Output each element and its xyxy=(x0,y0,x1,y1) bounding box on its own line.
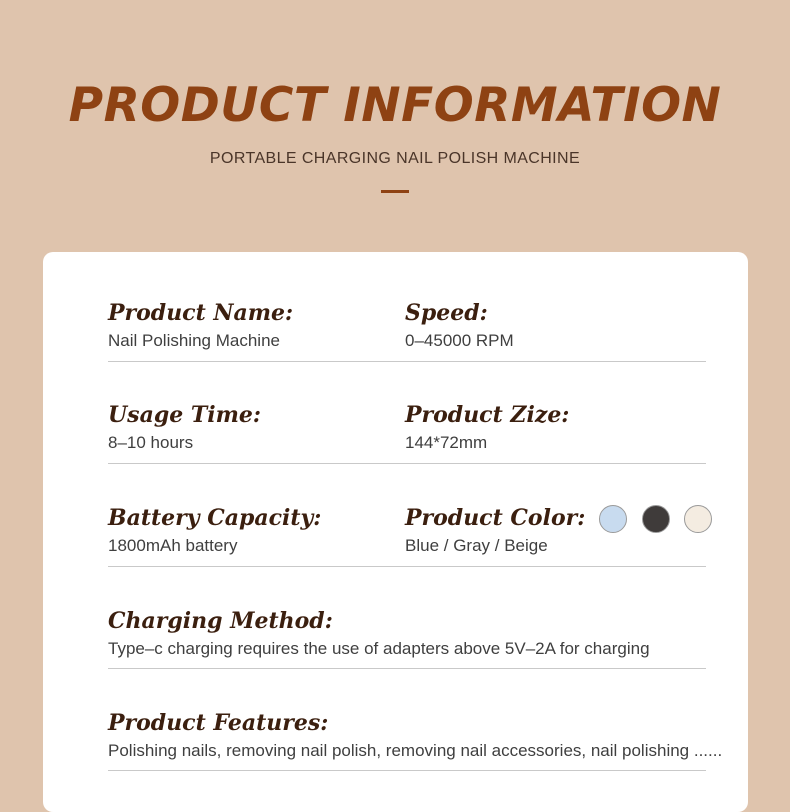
spec-product-name xyxy=(108,300,293,351)
spec-label: Charging Method: xyxy=(108,608,333,634)
spec-value: Polishing nails, removing nail polish, removing nail accessories, nail polishing ...... xyxy=(108,741,723,760)
spec-label: Battery Capacity: xyxy=(108,505,322,531)
spec-speed xyxy=(405,300,514,351)
spec-card xyxy=(43,252,748,812)
spec-battery-capacity xyxy=(108,505,321,556)
spec-row-2 xyxy=(108,402,706,464)
spec-label: Product Zize: xyxy=(405,402,570,428)
title-accent-divider xyxy=(381,190,409,193)
color-swatch-blue xyxy=(599,505,627,533)
spec-label xyxy=(405,505,719,533)
color-swatches xyxy=(599,505,719,533)
spec-row-3 xyxy=(108,505,706,567)
spec-charging-method xyxy=(108,608,650,659)
spec-product-size xyxy=(405,402,569,453)
page-subtitle: PORTABLE CHARGING NAIL POLISH MACHINE xyxy=(209,150,581,167)
spec-value: 0–45000 RPM xyxy=(405,331,514,350)
spec-value: 1800mAh battery xyxy=(108,536,238,555)
spec-label-text: Product Color: xyxy=(405,505,586,531)
page-title: PRODUCT INFORMATION xyxy=(68,78,722,133)
spec-row-4 xyxy=(108,608,706,669)
spec-label: Usage Time: xyxy=(108,402,261,428)
spec-product-color xyxy=(405,505,719,556)
spec-row-5 xyxy=(108,710,723,771)
spec-value: Nail Polishing Machine xyxy=(108,331,280,350)
spec-row-1 xyxy=(108,300,706,362)
spec-value: 144*72mm xyxy=(405,433,488,452)
spec-label: Speed: xyxy=(405,300,488,326)
color-swatch-gray xyxy=(642,505,670,533)
color-swatch-beige xyxy=(684,505,712,533)
spec-label: Product Features: xyxy=(108,710,329,736)
spec-product-features xyxy=(108,710,722,761)
spec-value: 8–10 hours xyxy=(108,433,194,452)
spec-value: Type–c charging requires the use of adapters above 5V–2A for charging xyxy=(108,639,650,658)
spec-value: Blue / Gray / Beige xyxy=(405,536,548,555)
spec-label: Product Name: xyxy=(108,300,294,326)
spec-usage-time xyxy=(108,402,261,453)
